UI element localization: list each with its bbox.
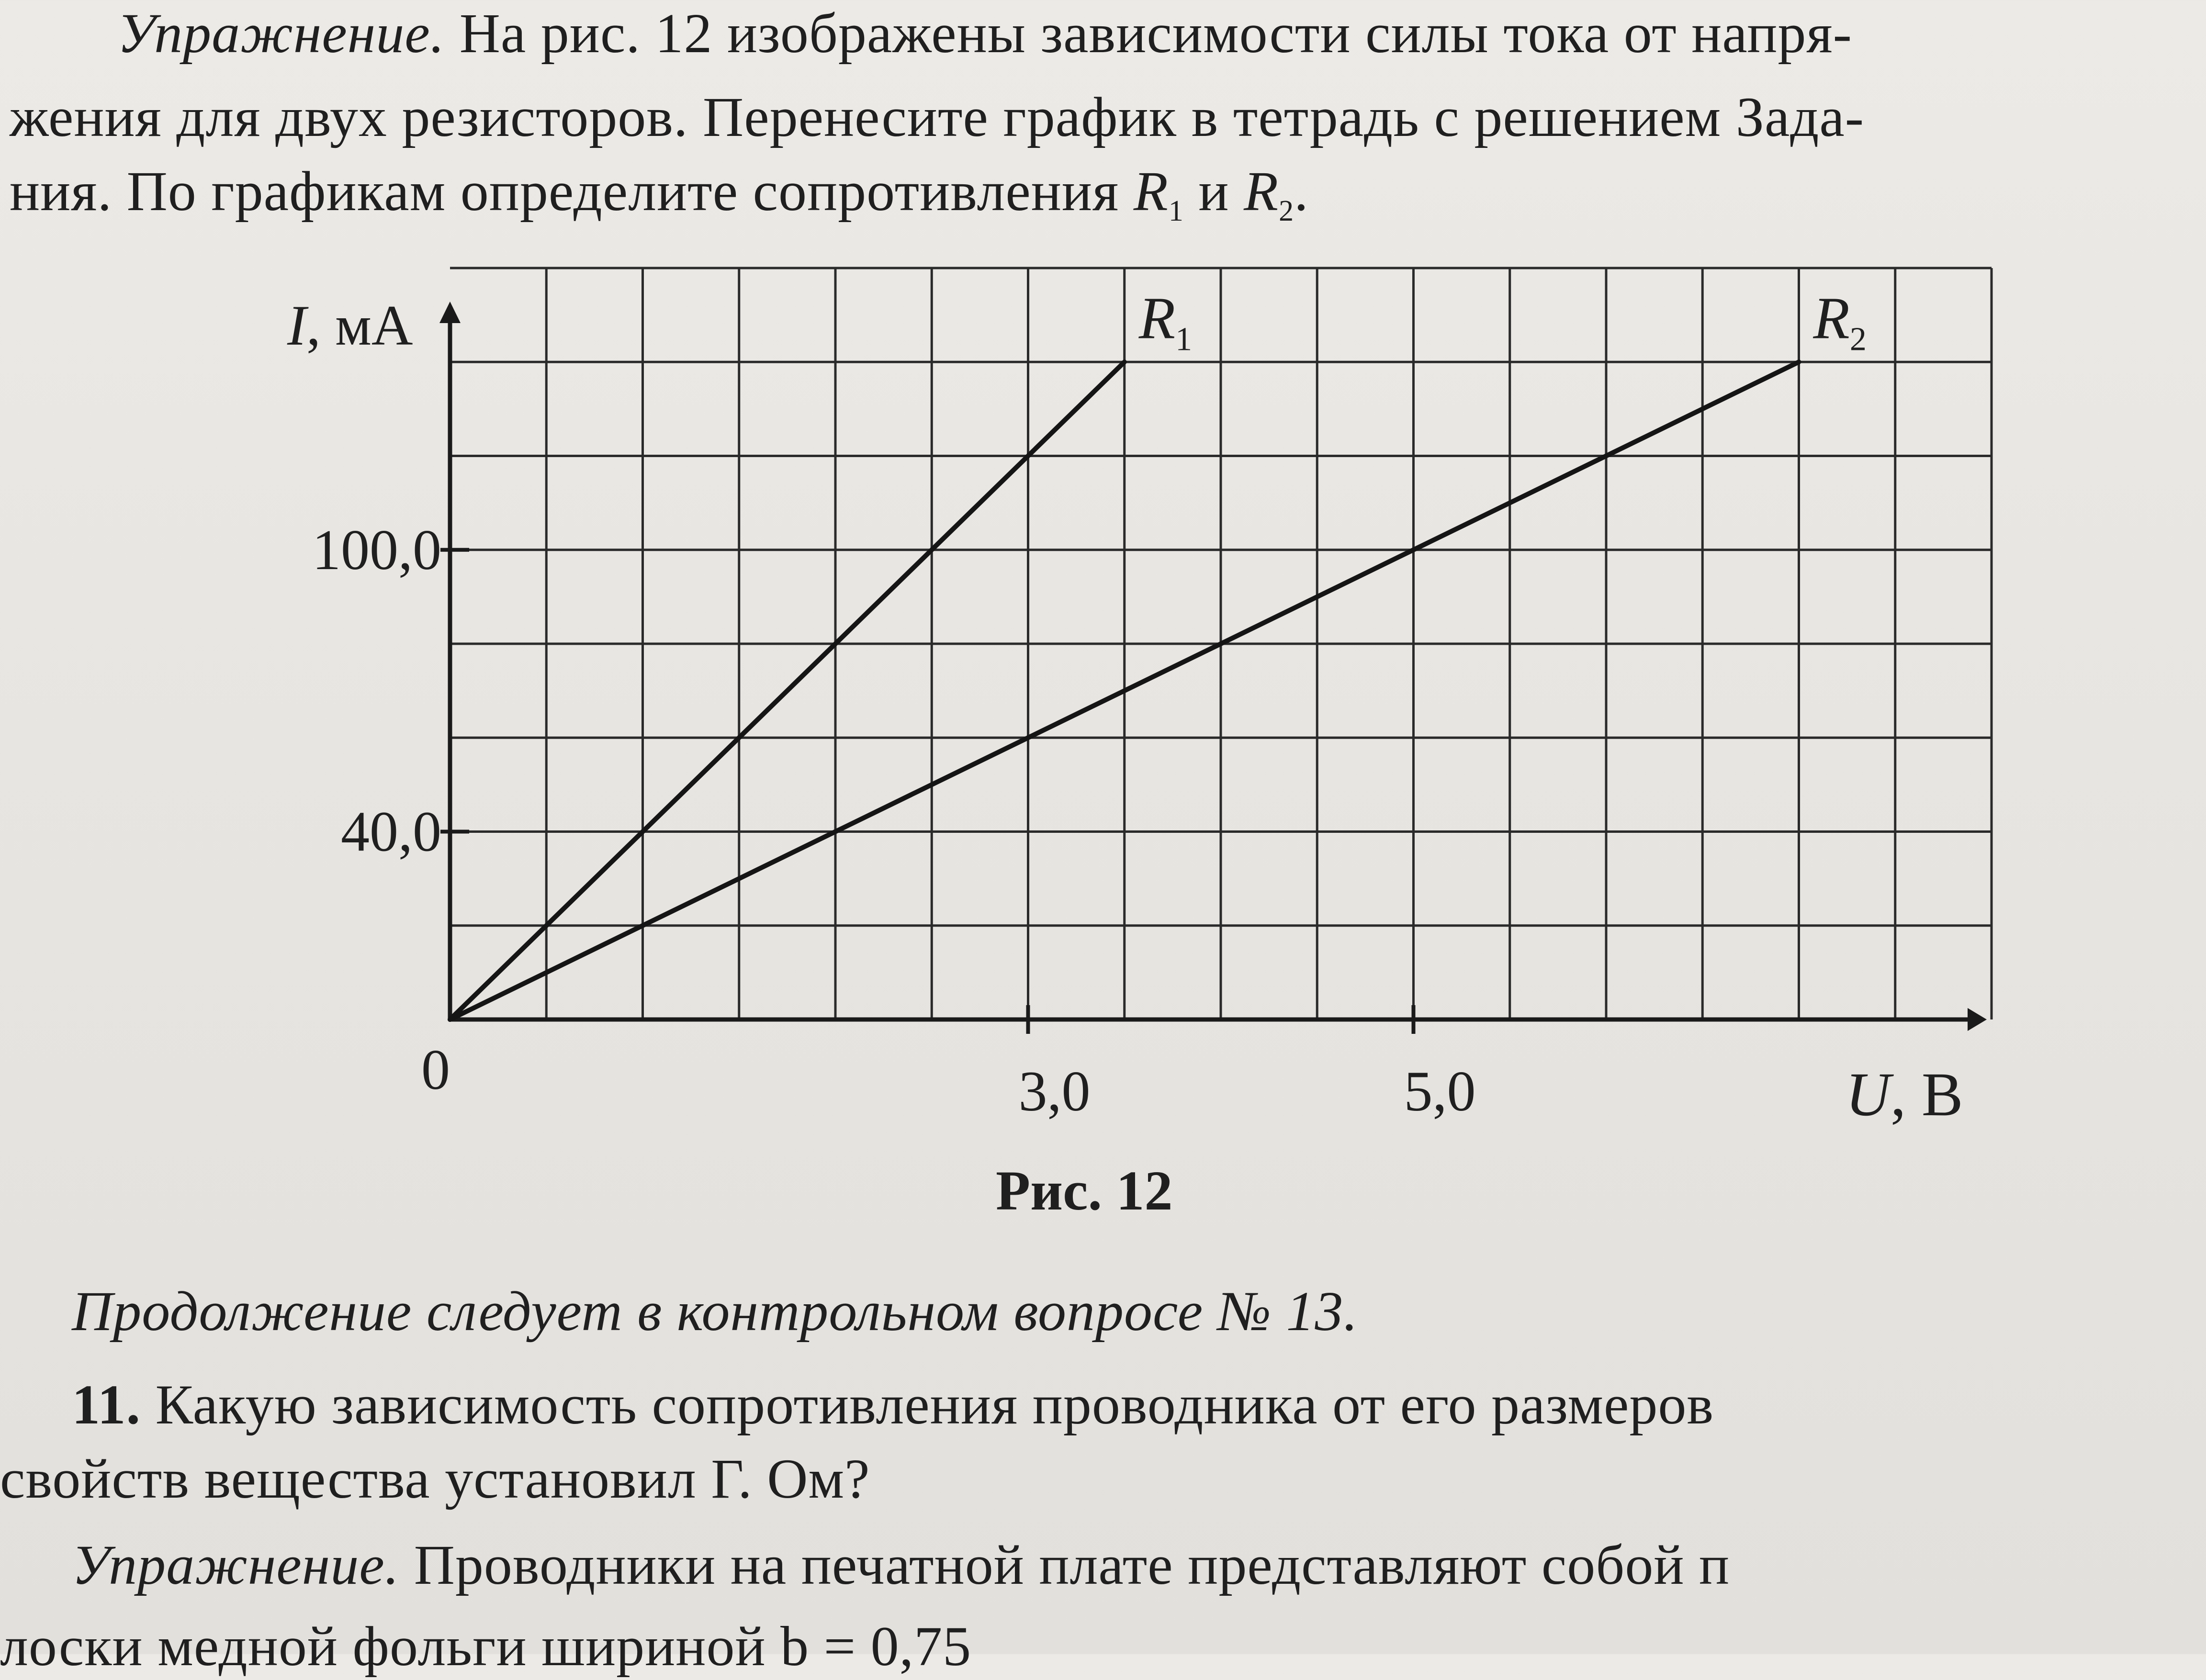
chart-axes: [439, 302, 1987, 1031]
series-label-r2: $R_2$: [1813, 285, 1867, 358]
y-tick-label: 100,0: [312, 517, 441, 582]
x-tick-label: 3,0: [1018, 1059, 1091, 1123]
question-11-line-2: [0, 1445, 870, 1512]
series-line-r1: [450, 362, 1125, 1019]
figure-caption: Рис. 12: [996, 1159, 1173, 1222]
exercise-2-text-2: лоски медной фольги шириной b = 0,75: [0, 1615, 972, 1678]
question-11-text-1: Какую зависимость сопротивления проводника от его размеров: [155, 1373, 1714, 1436]
x-axis-label: U, В: [1846, 1060, 1963, 1129]
r1-symbol: $R_1$: [1133, 160, 1184, 227]
conjunction: и: [1198, 160, 1229, 223]
question-11-text-2: свойств вещества установил Г. Ом?: [0, 1447, 870, 1510]
question-11-line-1: [72, 1371, 1714, 1438]
question-number: 11.: [72, 1373, 141, 1436]
y-axis-label: I, мА: [287, 293, 413, 357]
exercise-label: Упражнение.: [117, 2, 445, 65]
exercise-text-2: жения для двух резисторов. Перенесите график в тетрадь с решением Зада-: [10, 86, 1865, 148]
y-axis-arrow-icon: [439, 302, 461, 323]
exercise-text-3: ния. По графикам определите сопротивления: [10, 160, 1119, 223]
exercise-2-label: Упражнение.: [72, 1534, 400, 1596]
continuation-note: Продолжение следует в контрольном вопросе № 13.: [72, 1280, 1358, 1343]
exercise-text-1: На рис. 12 изображены зависимости силы тока от напря-: [459, 2, 1852, 65]
y-tick-label: 40,0: [341, 799, 441, 863]
sentence-end: .: [1294, 160, 1309, 223]
exercise-2-line-1: [72, 1532, 1730, 1599]
x-tick-label: 5,0: [1404, 1059, 1476, 1123]
exercise-2-text: Проводники на печатной плате представляют собой п: [414, 1534, 1730, 1596]
series-label-r1: $R_1$: [1138, 285, 1193, 358]
x-axis-arrow-icon: [1968, 1008, 1987, 1031]
exercise-2-line-2: [0, 1613, 971, 1680]
origin-label: 0: [421, 1038, 450, 1101]
r2-symbol: $R_2$: [1244, 160, 1294, 227]
